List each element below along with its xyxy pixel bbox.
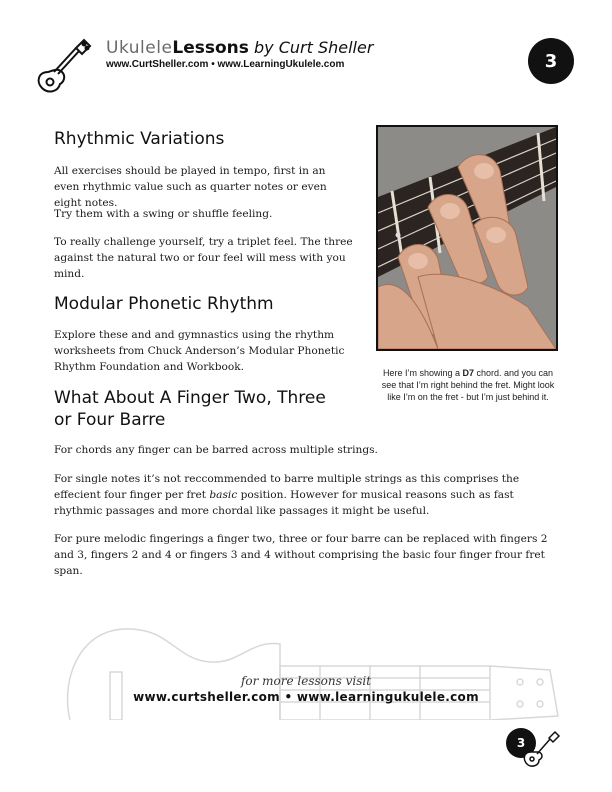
brand-urls[interactable]: www.CurtSheller.com • www.LearningUkulele.com: [106, 59, 345, 70]
brand-author: by Curt Sheller: [248, 38, 374, 57]
footer-ukulele-outline-icon: [50, 620, 562, 720]
footer-links[interactable]: www.curtsheller.com • www.learningukulele.com: [133, 690, 479, 704]
page-number-badge: 3: [528, 38, 574, 84]
paragraph-single-notes-b: position. However for musical reasons such as fast rhythmic passages and more chordal like passages it might be useful.: [54, 489, 514, 517]
footer-page-number-badge: 3: [506, 728, 536, 758]
paragraph-swing: Try them with a swing or shuffle feeling.: [54, 208, 273, 220]
paragraph-single-notes: [54, 471, 559, 519]
paragraph-tempo: All exercises should be played in tempo, first in an even rhythmic value such as quarter notes or even eight notes.: [54, 165, 327, 209]
paragraph-melodic-fingerings: For pure melodic fingerings a finger two, three or four barre can be replaced with fingers 2 and 3, fingers 2 and 4 or fingers 3 and 4 without comprising the basic four finger frour fret span.: [54, 533, 548, 577]
ukulele-logo-icon: [34, 36, 96, 98]
heading-modular-phonetic-rhythm: Modular Phonetic Rhythm: [54, 294, 274, 314]
paragraph-single-notes-emphasis: basic: [209, 489, 238, 501]
footer-ukulele-icon: [521, 726, 561, 770]
paragraph-single-notes-a: For single notes it’s not reccommended to barre multiple strings as this comprises the effecient four finger per fret: [54, 473, 520, 501]
paragraph-modular: Explore these and and gymnastics using the rhythm worksheets from Chuck Anderson’s Modular Phonetic Rhythm Foundation and Workbook.: [54, 329, 345, 373]
caption-text-a: Here I’m showing a: [382, 368, 463, 378]
heading-rhythmic-variations: Rhythmic Variations: [54, 129, 225, 149]
photo-caption: [380, 367, 556, 403]
d7-chord-hand-image: [378, 127, 556, 349]
heading-finger-barre: [54, 387, 326, 431]
heading-finger-barre-line2: or Four Barre: [54, 410, 166, 430]
brand-lessons: Lessons: [172, 38, 249, 58]
brand-block: [106, 38, 373, 70]
chord-photo: [376, 125, 558, 351]
paragraph-triplet: To really challenge yourself, try a triplet feel. The three against the natural two or four feel will mess with you mind.: [54, 236, 353, 280]
caption-chord-name: D7: [462, 368, 474, 378]
brand-title: [106, 38, 373, 58]
footer-tagline: for more lessons visit: [240, 674, 372, 688]
paragraph-chords-barre: For chords any finger can be barred across multiple strings.: [54, 444, 378, 456]
caption-text-b: chord. and you can see that I’m right behind the fret. Might look like I’m on the fret - but I’m just behind it.: [381, 368, 555, 402]
brand-ukulele: Ukulele: [106, 38, 173, 58]
heading-finger-barre-line1: What About A Finger Two, Three: [54, 388, 326, 408]
